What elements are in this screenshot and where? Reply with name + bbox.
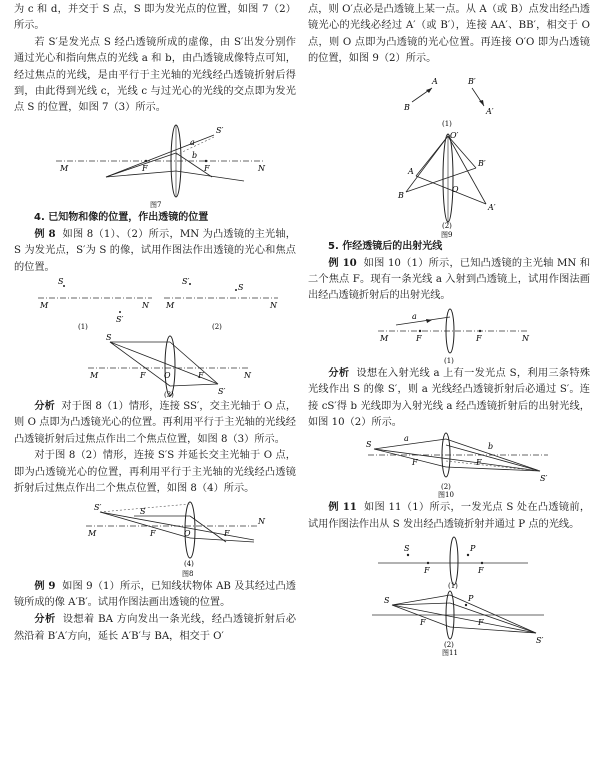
left-para-2: 若 S′是发光点 S 经凸透镜所成的虚像，由 S′出发分别作通过光心和指向焦点的光线 a 和 b，由凸透镜成像特点可知，经过焦点的光线，是由平行于主光轴的光线经凸透镜折射后得到，由此得到光线 c，光线 c 与过光心的光线的交点即为发光点 S 的位置，如图 7（3）所示。 [14,36,296,114]
ex8-label: 例 8 [34,227,56,240]
fig10-2-label-F1: F [412,458,418,468]
fig10-sub-1: (1) [444,356,454,365]
figure-9-part-1 [308,68,590,128]
fig9-2-label-B: B [398,190,404,200]
analysis-3-label: 分析 [34,613,56,626]
fig10-1-label-N: N [522,333,529,343]
fig8-2-label-M: M [166,301,175,311]
fig10-sub-2: (2) [441,483,451,492]
ex8-text: 如图 8（1）、（2）所示，MN 为凸透镜的主光轴，S 为发光点，S′为 S 的像，试用作图法作出透镜的光心和焦点的位置。 [14,228,296,273]
analysis-1-label: 分析 [34,400,55,413]
figure-10-part-1 [308,305,590,365]
fig11-1-label-S: S [404,544,410,554]
fig8-1-label-S-prime: S′ [116,315,124,325]
fig10-2-label-a: a [404,434,409,444]
fig8-3-label-F2: F [198,371,204,381]
fig9-sub-1: (1) [442,119,452,128]
fig7-label-N: N [258,163,265,173]
heading-4: 4. 已知物和像的位置，作出透镜的位置 [34,211,209,223]
fig9-1-label-B-prime: B′ [468,76,476,86]
ex11-label: 例 11 [328,501,357,514]
fig11-caption: 图11 [442,649,458,658]
fig11-sub-2: (2) [444,641,454,650]
fig11-2-label-S: S [384,596,390,606]
fig7-label-F2: F [204,163,210,173]
fig8-1-label-S: S [58,277,64,287]
figure-8-part-3 [14,330,296,398]
fig8-3-label-S: S [106,333,112,343]
fig9-2-label-A-prime: A′ [488,202,496,212]
analysis-2-text: 对于图 8（2）情形，连接 S′S 并延长交主光轴于 O 点，即为凸透镜光心的位置，再利用平行于主光轴的光线经凸透镜折射后过焦点作出二个焦点位置，如图 8（4）所示。 [14,450,296,495]
fig8-4-label-N: N [258,516,265,526]
fig10-2-label-b: b [488,442,494,452]
figure-11-part-1 [308,533,590,589]
fig11-2-label-F1: F [420,618,426,628]
fig8-2-label-N: N [270,301,277,311]
fig10-2-label-S-prime: S′ [540,474,548,484]
fig8-4-label-M: M [88,528,97,538]
fig8-3-label-O: O [164,371,171,381]
fig11-1-label-F1: F [424,566,430,576]
fig9-caption: 图9 [441,230,453,238]
fig8-4-label-F1: F [150,528,156,538]
fig9-2-label-A: A [408,166,414,176]
fig8-3-label-S-prime: S′ [218,387,226,397]
fig9-1-label-A: A [432,76,438,86]
fig8-sub-4: (4) [184,559,194,568]
fig9-1-label-B: B [404,102,410,112]
fig8-4-label-F2: F [224,528,230,538]
analysis-4-text: 设想在入射光线 a 上有一发光点 S，利用三条特殊光线作出 S 的像 S′，则 a 光线经凸透镜折射后必通过 S′。连接 cS′得 b 光线即为入射光线 a 经凸透镜折射后的出射光线，如图 10（2）所示。 [308,367,591,429]
fig9-2-label-B-prime: B′ [478,158,486,168]
left-para-1: 为 c 和 d，并交于 S 点，S 即为发光点的位置，如图 7（2）所示。 [14,4,296,32]
fig8-1-label-M: M [40,301,49,311]
fig8-4-label-O: O [184,528,191,538]
ex11-text: 如图 11（1）所示，一发光点 S 处在凸透镜前，试用作图法作出从 S 发出经凸透镜折射并通过 P 点的光线。 [308,502,591,530]
figure-7 [14,117,296,209]
fig9-sub-2: (2) [442,221,452,230]
fig7-label-S-prime: S′ [216,125,224,135]
right-column [308,0,590,657]
fig10-1-label-M: M [380,333,389,343]
fig10-1-label-a: a [412,311,417,321]
figure-9-part-2 [308,128,590,238]
fig8-sub-2: (2) [212,323,222,331]
ex10-label: 例 10 [328,256,357,269]
fig11-1-label-P: P [470,544,476,554]
fig8-sub-1: (1) [78,323,88,331]
fig8-3-label-F1: F [140,371,146,381]
fig8-3-label-N: N [244,371,251,381]
fig11-2-label-P: P [468,594,474,604]
fig10-1-label-F1: F [416,333,422,343]
fig10-2-label-F2: F [476,458,482,468]
fig8-3-label-M: M [90,371,99,381]
fig7-label-F1: F [142,163,148,173]
fig11-2-label-F2: F [478,618,484,628]
figure-10-part-2 [308,431,590,499]
fig10-caption: 图10 [438,491,454,500]
fig9-2-label-O: O [452,184,459,194]
fig8-1-label-N: N [142,301,149,311]
ex10-text: 如图 10（1）所示，已知凸透镜的主光轴 MN 和二个焦点 F。现有一条光线 a 入射到凸透镜上，试用作图法画出经凸透镜折射后的出射光线。 [308,257,590,302]
fig11-1-label-F2: F [478,566,484,576]
right-para-1: 点，则 O′点必是凸透镜上某一点。从 A（或 B）点发出经凸透镜光心的光线必经过 A′（或 B′），连接 AA′、BB′，相交于 O 点，则 O 点即为凸透镜的光心位置。再连接 O′O 即为凸透镜的位置，如图 9（2）所示。 [308,4,590,65]
figure-8-part-4 [14,498,296,578]
analysis-3-text: 设想着 BA 方向发出一条光线，经凸透镜折射后必然沿着 B′A′方向，延长 A′B′与 BA，相交于 O′ [14,614,297,642]
fig8-4-label-S: S [140,506,146,516]
fig7-label-M: M [60,163,69,173]
analysis-4-label: 分析 [328,366,350,379]
fig8-2-label-S: S [238,283,244,293]
fig8-sub-3: (3) [164,391,174,399]
fig7-caption: 图7 [150,200,162,209]
heading-5: 5. 作经透镜后的出射光线 [328,240,443,252]
fig10-1-label-F2: F [476,333,482,343]
analysis-1-text: 对于图 8（1）情形，连接 SS′，交主光轴于 O 点，则 O 点即为凸透镜光心的位置。再利用平行于主光轴的光线经凸透镜折射后过焦点作出二个焦点位置，如图 8（3）所示。 [14,401,297,445]
ex9-text: 如图 9（1）所示，已知线状物体 AB 及其经过凸透镜所成的像 A′B′。试用作图法画出透镜的位置。 [14,580,296,608]
fig7-label-b: b [192,150,198,160]
figure-8-parts-1-2 [14,276,296,330]
ex9-label: 例 9 [34,579,56,592]
fig8-caption: 图8 [182,569,194,578]
fig10-2-label-S: S [366,440,372,450]
fig8-2-label-S-prime: S′ [182,277,190,287]
fig9-2-label-O-prime: O′ [450,130,459,140]
figure-11-part-2 [308,589,590,657]
fig8-4-label-S-prime: S′ [94,502,102,512]
fig11-2-label-S-prime: S′ [536,636,544,646]
fig11-sub-1: (1) [448,582,458,590]
left-column [14,0,296,645]
fig9-1-label-A-prime: A′ [486,106,494,116]
fig7-label-a: a [190,137,195,147]
